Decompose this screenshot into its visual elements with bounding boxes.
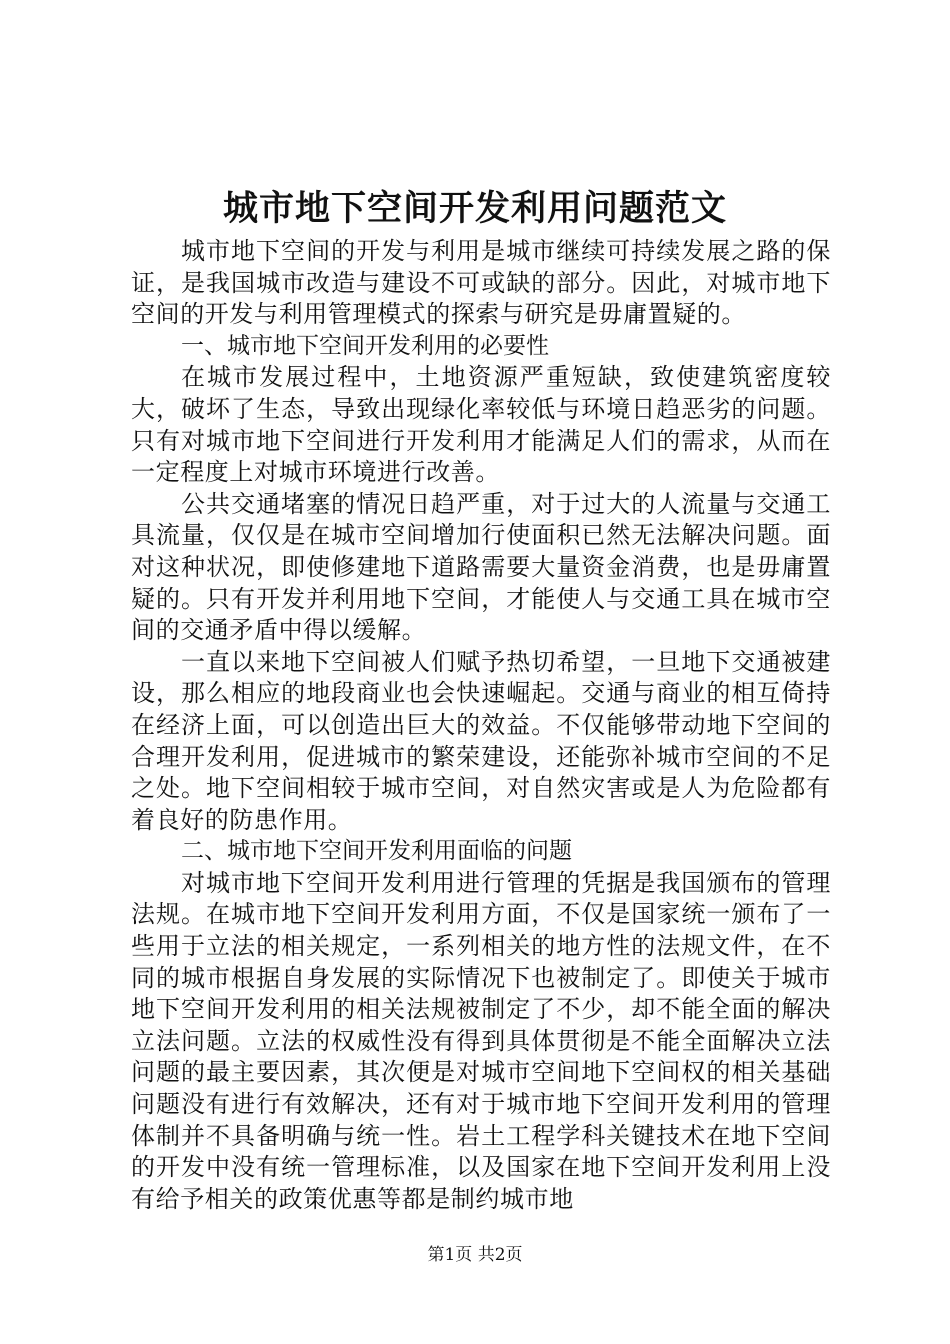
paragraph-commerce: 一直以来地下空间被人们赋予热切希望，一旦地下交通被建设，那么相应的地段商业也会快速崛起。交通与商业的相互倚持在经济上面，可以创造出巨大的效益。不仅能够带动地下空间的合理开发利用，促进城市的繁荣建设，还能弥补城市空间的不足之处。地下空间相较于城市空间，对自然灾害或是人为危险都有着良好的防患作用。 (131, 647, 831, 834)
document-title: 城市地下空间开发利用问题范文 (222, 188, 727, 229)
paragraph-regulations: 对城市地下空间开发利用进行管理的凭据是我国颁布的管理法规。在城市地下空间开发利用方面，不仅是国家统一颁布了一些用于立法的相关规定，一系列相关的地方性的法规文件，在不同的城市根据自身发展的实际情况下也被制定了。即使关于城市地下空间开发利用的相关法规被制定了不少，却不能全面的解决立法问题。立法的权威性没有得到具体贯彻是不能全面解决立法问题的最主要因素，其次便是对城市空间地下空间权的相关基础问题没有进行有效解决，还有对于城市地下空间开发利用的管理体制并不具备明确与统一性。岩土工程学科关键技术在地下空间的开发中没有统一管理标准，以及国家在地下空间开发利用上没有给予相关的政策优惠等都是制约城市地 (131, 868, 831, 1213)
page-footer: 第1页 共2页 (427, 1245, 523, 1265)
paragraph-traffic: 公共交通堵塞的情况日趋严重，对于过大的人流量与交通工具流量，仅仅是在城市空间增加行使面积已然无法解决问题。面对这种状况，即使修建地下道路需要大量资金消费，也是毋庸置疑的。只有开发并利用地下空间，才能使人与交通工具在城市空间的交通矛盾中得以缓解。 (131, 489, 831, 645)
section-heading-2: 二、城市地下空间开发利用面临的问题 (181, 838, 572, 865)
document-body (131, 236, 831, 1215)
section-heading-1: 一、城市地下空间开发利用的必要性 (181, 332, 549, 359)
paragraph-land-resources: 在城市发展过程中，土地资源严重短缺，致使建筑密度较大，破坏了生态，导致出现绿化率较低与环境日趋恶劣的问题。只有对城市地下空间进行开发利用才能满足人们的需求，从而在一定程度上对城市环境进行改善。 (131, 363, 831, 487)
paragraph-intro: 城市地下空间的开发与利用是城市继续可持续发展之路的保证，是我国城市改造与建设不可或缺的部分。因此，对城市地下空间的开发与利用管理模式的探索与研究是毋庸置疑的。 (131, 237, 831, 329)
